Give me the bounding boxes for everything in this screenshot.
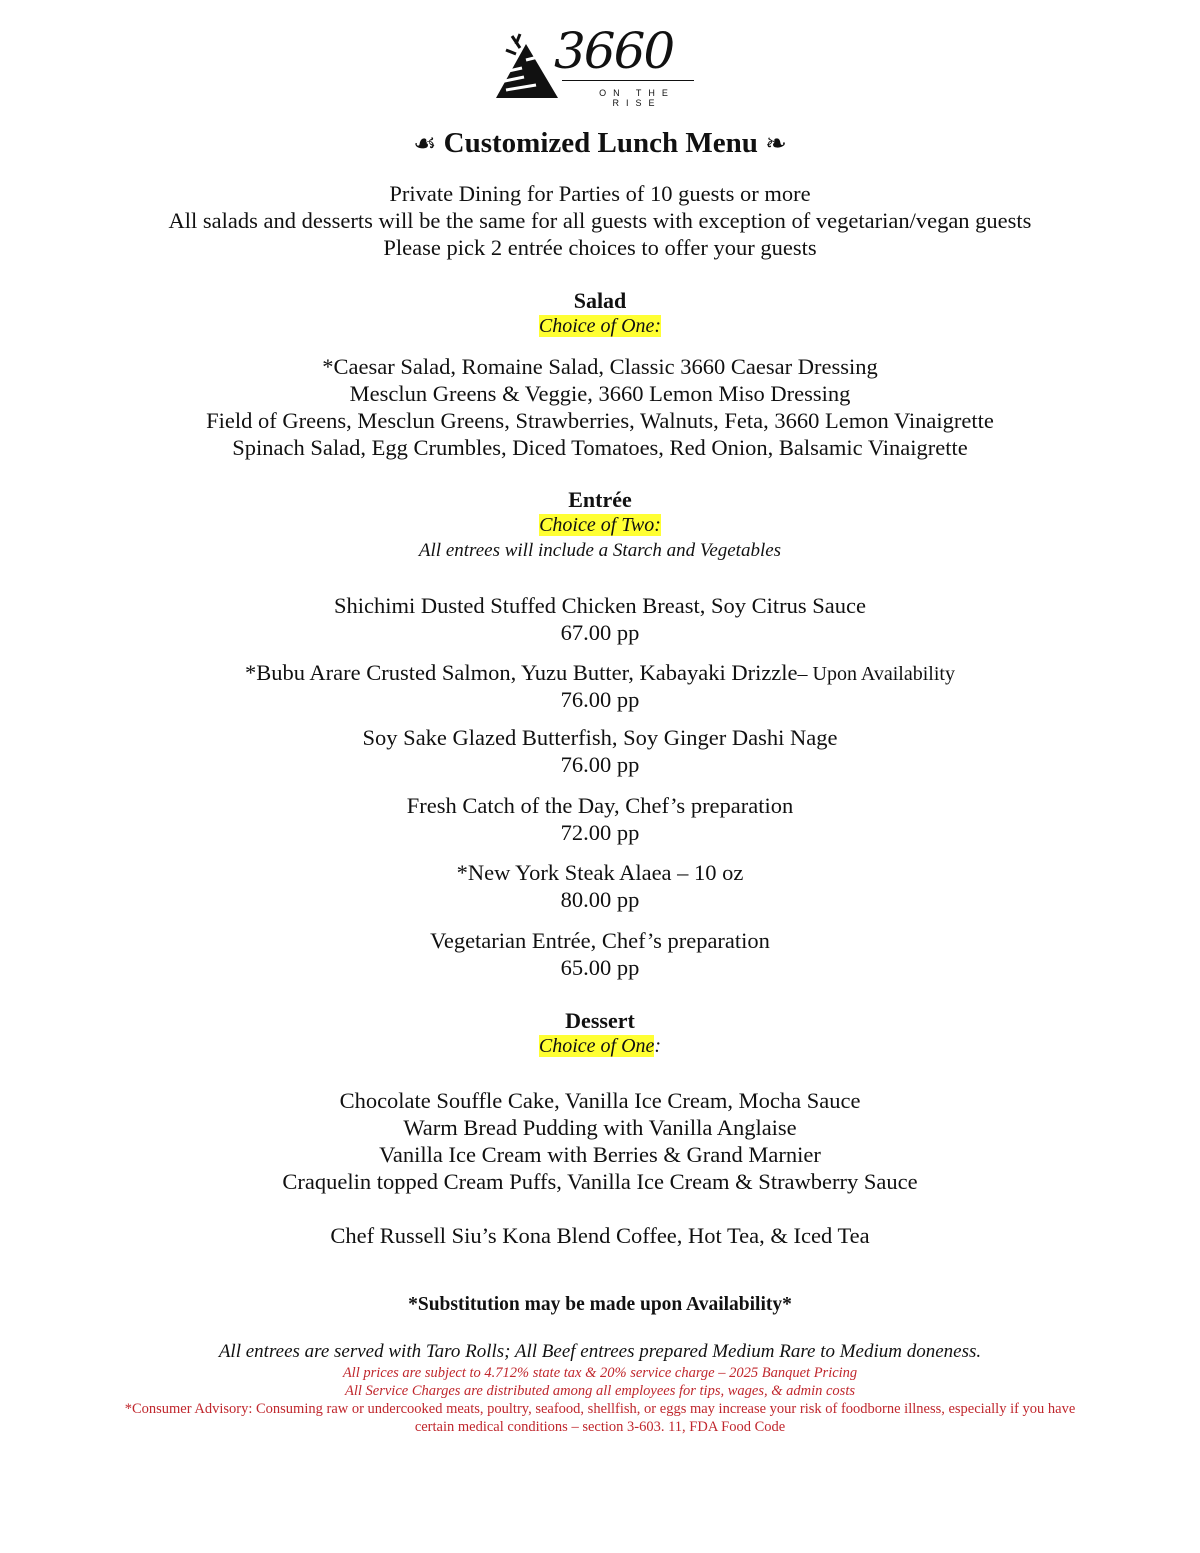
- entree-note: All entrees will include a Starch and Vegetables: [418, 540, 782, 561]
- salad-heading: Salad: [573, 288, 627, 313]
- entree-heading: Entrée: [568, 487, 632, 512]
- dessert-item: Vanilla Ice Cream with Berries & Grand Marnier: [379, 1142, 821, 1167]
- salad-item: Spinach Salad, Egg Crumbles, Diced Tomatoes, Red Onion, Balsamic Vinaigrette: [232, 435, 968, 460]
- entree-item-name: Shichimi Dusted Stuffed Chicken Breast, Soy Citrus Sauce: [333, 593, 867, 618]
- consumer-advisory: *Consumer Advisory: Consuming raw or undercooked meats, poultry, seafood, shellfish, or eggs may increase your risk of foodborne illness, especially if you have: [124, 1401, 1076, 1417]
- title-text: Customized Lunch Menu: [443, 127, 758, 159]
- entree-item-price: 72.00 pp: [560, 820, 640, 845]
- dessert-item: Chocolate Souffle Cake, Vanilla Ice Cream, Mocha Sauce: [339, 1088, 861, 1113]
- entree-item-name: Vegetarian Entrée, Chef’s preparation: [430, 928, 770, 953]
- entree-item-price: 65.00 pp: [560, 955, 640, 980]
- entree-item-name: Soy Sake Glazed Butterfish, Soy Ginger Dashi Nage: [362, 725, 838, 750]
- salad-item: Mesclun Greens & Veggie, 3660 Lemon Miso Dressing: [349, 381, 851, 406]
- salad-item: *Caesar Salad, Romaine Salad, Classic 3660 Caesar Dressing: [322, 354, 878, 379]
- logo-tagline: ON THE RISE: [599, 88, 675, 108]
- substitution-note: *Substitution may be made upon Availability*: [408, 1294, 792, 1315]
- beverage-line: Chef Russell Siu’s Kona Blend Coffee, Hot Tea, & Iced Tea: [330, 1223, 870, 1248]
- left-ornament-icon: ☙: [413, 129, 437, 158]
- salad-choice: Choice of One:: [538, 315, 662, 337]
- logo-divider: [562, 80, 694, 81]
- restaurant-logo: [492, 22, 702, 108]
- service-charge-note: All Service Charges are distributed among all employees for tips, wages, & admin costs: [345, 1383, 855, 1399]
- consumer-advisory-cont: certain medical conditions – section 3-603. 11, FDA Food Code: [414, 1419, 786, 1435]
- entree-item-name: Fresh Catch of the Day, Chef’s preparation: [406, 793, 794, 818]
- page-title: [0, 127, 1200, 160]
- entree-item-price: 80.00 pp: [560, 887, 640, 912]
- right-ornament-icon: ❧: [765, 129, 787, 158]
- entree-item-price: 67.00 pp: [560, 620, 640, 645]
- dessert-item: Warm Bread Pudding with Vanilla Anglaise: [403, 1115, 797, 1140]
- served-note: All entrees are served with Taro Rolls; All Beef entrees prepared Medium Rare to Medium doneness.: [218, 1341, 982, 1362]
- entree-item-price: 76.00 pp: [560, 752, 640, 777]
- dessert-choice: Choice of One:: [538, 1035, 662, 1057]
- intro-line: Please pick 2 entrée choices to offer your guests: [383, 235, 817, 260]
- salad-item: Field of Greens, Mesclun Greens, Strawberries, Walnuts, Feta, 3660 Lemon Vinaigrette: [206, 408, 994, 433]
- intro-line: All salads and desserts will be the same for all guests with exception of vegetarian/vegan guests: [168, 208, 1032, 233]
- entree-choice: Choice of Two:: [539, 514, 661, 536]
- entree-item-price: 76.00 pp: [560, 687, 640, 712]
- intro-line: Private Dining for Parties of 10 guests or more: [389, 181, 811, 206]
- entree-item-name: *New York Steak Alaea – 10 oz: [456, 860, 744, 885]
- entree-item-name: *Bubu Arare Crusted Salmon, Yuzu Butter, Kabayaki Drizzle– Upon Availability: [245, 660, 955, 685]
- logo-number: 3660: [554, 22, 674, 80]
- dessert-item: Craquelin topped Cream Puffs, Vanilla Ice Cream & Strawberry Sauce: [282, 1169, 918, 1194]
- dessert-heading: Dessert: [565, 1008, 635, 1033]
- pricing-note: All prices are subject to 4.712% state tax & 20% service charge – 2025 Banquet Pricing: [342, 1365, 858, 1381]
